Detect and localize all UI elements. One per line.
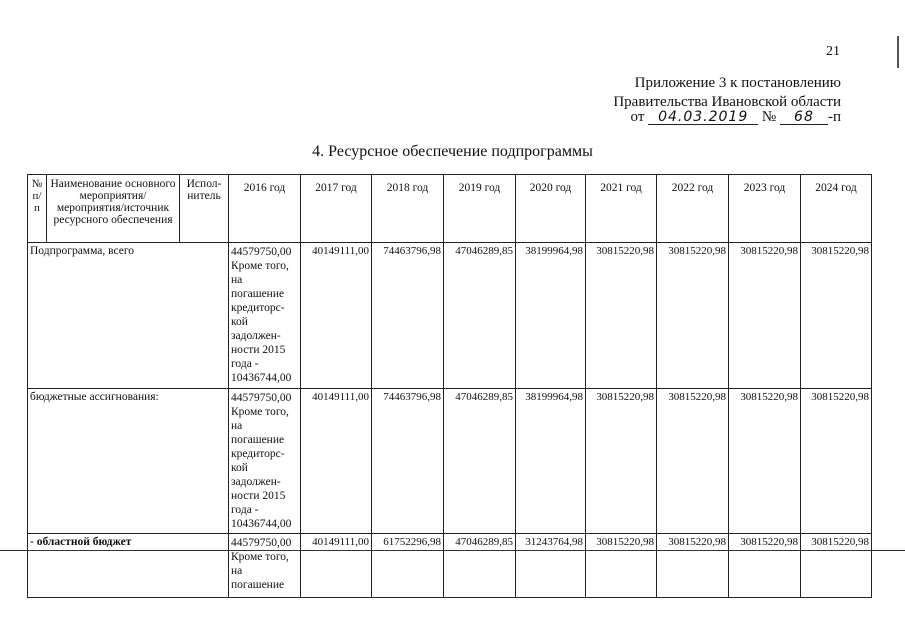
value-2016: 44579750,00 (231, 392, 292, 404)
cell-2020: 38199964,98 (516, 243, 586, 389)
row-name: - областной бюджет (28, 534, 229, 598)
cell-2023: 30815220,98 (729, 534, 801, 598)
cell-2017: 40149111,00 (301, 243, 372, 389)
cell-2024: 30815220,98 (801, 389, 872, 534)
col-header-name: Наименование основного мероприятия/ мероприятия/источник ресурсного обеспечения (47, 175, 180, 243)
cell-2022: 30815220,98 (657, 389, 729, 534)
col-header-2024: 2024 год (801, 175, 872, 243)
resource-table (27, 174, 872, 598)
section-title: 4. Ресурсное обеспечение подпрограммы (312, 143, 593, 160)
cell-2021: 30815220,98 (586, 534, 657, 598)
col-header-2021: 2021 год (586, 175, 657, 243)
decree-number: 68 (780, 108, 828, 125)
cell-2021: 30815220,98 (586, 389, 657, 534)
scan-strike-line (0, 550, 905, 551)
col-header-no: № п/п (28, 175, 47, 243)
cell-2017: 40149111,00 (301, 534, 372, 598)
row-name: Подпрограмма, всего (28, 243, 229, 389)
cell-2019: 47046289,85 (444, 534, 516, 598)
cell-2023: 30815220,98 (729, 389, 801, 534)
cell-2024: 30815220,98 (801, 243, 872, 389)
cell-2020: 31243764,98 (516, 534, 586, 598)
cell-2023: 30815220,98 (729, 243, 801, 389)
appendix-line-1: Приложение 3 к постановлению (634, 75, 841, 91)
number-suffix: -п (827, 109, 841, 125)
cell-2022: 30815220,98 (657, 534, 729, 598)
cell-2016 (229, 534, 301, 598)
col-header-2020: 2020 год (516, 175, 586, 243)
col-header-2022: 2022 год (657, 175, 729, 243)
scan-edge-mark (897, 36, 899, 68)
cell-2020: 38199964,98 (516, 389, 586, 534)
footnote: Кроме того, на погашение кредиторс- кой задолжен- ности 2015 года - 10436744,00 (231, 260, 292, 384)
appendix-date-line (631, 108, 841, 127)
col-header-2018: 2018 год (372, 175, 444, 243)
value-2016: 44579750,00 (231, 246, 292, 258)
col-header-executor: Испол- нитель (180, 175, 229, 243)
cell-2019: 47046289,85 (444, 243, 516, 389)
value-2016: 44579750,00 (231, 537, 292, 549)
col-header-2017: 2017 год (301, 175, 372, 243)
cell-2022: 30815220,98 (657, 243, 729, 389)
number-label: № (761, 109, 777, 125)
table-row (28, 389, 872, 534)
page-number: 21 (826, 44, 840, 59)
cell-2021: 30815220,98 (586, 243, 657, 389)
cell-2018: 74463796,98 (372, 389, 444, 534)
footnote: Кроме того, на погашение (231, 551, 289, 591)
from-label: от (630, 109, 645, 125)
cell-2018: 74463796,98 (372, 243, 444, 389)
table-row (28, 534, 872, 598)
cell-2016 (229, 243, 301, 389)
footnote: Кроме того, на погашение кредиторс- кой задолжен- ности 2015 года - 10436744,00 (231, 406, 292, 530)
appendix-line-2: Правительства Ивановской области (613, 94, 841, 110)
cell-2024: 30815220,98 (801, 534, 872, 598)
table-row (28, 243, 872, 389)
col-header-2016: 2016 год (229, 175, 301, 243)
table-header-row (28, 175, 872, 243)
col-header-2023: 2023 год (729, 175, 801, 243)
row-name: бюджетные ассигнования: (28, 389, 229, 534)
col-header-2019: 2019 год (444, 175, 516, 243)
cell-2017: 40149111,00 (301, 389, 372, 534)
cell-2018: 61752296,98 (372, 534, 444, 598)
decree-date: 04.03.2019 (648, 108, 758, 125)
cell-2016 (229, 389, 301, 534)
cell-2019: 47046289,85 (444, 389, 516, 534)
